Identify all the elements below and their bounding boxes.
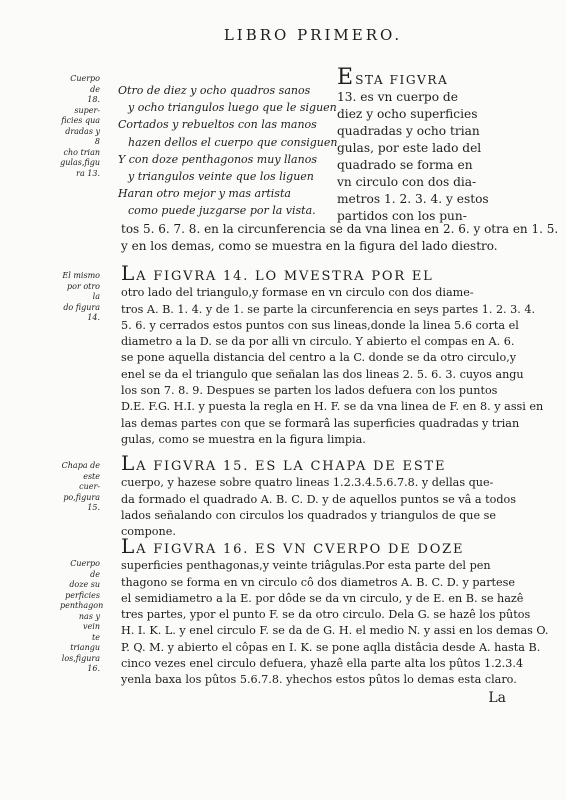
fig13-paragraph: ESTA FIGVRA 13. es vn cuerpo de diez y ocho superficies quadradas y ocho trian gulas, por este lado del quadrado se forma en vn circulo con dos dia- metros 1. 2. 3. 4. y estos partidos con los pun- [337,69,505,225]
verse-line: Haran otro mejor y mas artista [118,187,291,201]
fig16-paragraph: LA FIGVRA 16. ES VN CVERPO DE DOZE superficies penthagonas,y veinte triâgulas.Por esta parte del pen thagono se forma en vn circulo cô dos diametros A. B. C. D. y partese el semidiametro a la E. por dôde se da vn circulo, y de E. en B. se hazê tres partes, ypor el punto F. se da otro circulo. Dela G. se hazê los pûtos H. I. K. L. y enel circulo F. se da de G. H. el medio N. y assi en los demas O. P. Q. M. y abierto el côpas en I. K. se pone aqlla distâcia desde A. hasta B. cinco vezes enel circulo defuera, yhazê ella parte alta los pûtos 1.2.3.4 yenla baxa los pûtos 5.6.7.8. yhechos estos pûtos lo demas esta claro. [121,534,549,687]
margin-note-fig16: Cuerpo de doze su perficies penthagon nas y vein te triangu los,figura 16. [60,559,104,673]
drop-cap: L [121,261,137,285]
running-head: LIBRO PRIMERO. [223,26,403,44]
verse-line: y ocho triangulos luego que le siguen [128,101,337,115]
fig15-paragraph: LA FIGVRA 15. ES LA CHAPA DE ESTE cuerpo, y hazese sobre quatro lineas 1.2.3.4.5.6.7.8. y dellas que- da formado el quadrado A. B. C. D. y de aquellos puntos se vâ a todos lados señalando con circulos los quadrados y triangulos de que se compone. [121,451,516,539]
fig14-paragraph: LA FIGVRA 14. LO MVESTRA POR EL otro lado del triangulo,y formase en vn circulo con dos diame- tros A. B. 1. 4. y de 1. se parte la circunferencia en seys partes 1. 2. 3. 4. 5. 6. y cerrados estos puntos con sus lineas,donde la linea 5.6 corta el diametro a la D. se da por alli vn circulo. Y abierto el compas en A. 6. se pone aquella distancia del centro a la C. donde se da otro circulo,y enel se da el triangulo que señalan las dos lineas 2. 5. 6. 3. cuyos angu los son 7. 8. 9. Despues se parten los lados defuera con los puntos D.E. F.G. H.I. y puesta la regla en H. F. se da vna linea de F. en 8. y assi en las demas partes con que se formarâ las superficies quadradas y trian gulas, como se muestra en la figura limpia. [121,261,544,446]
drop-cap: L [121,451,137,475]
verse-line: y triangulos veinte que los liguen [128,170,314,184]
catchword: La [488,690,506,706]
verse-line: Otro de diez y ocho quadros sanos [118,84,311,97]
drop-cap: E [337,65,356,90]
fig13-heading: ESTA FIGVRA [337,65,449,90]
margin-note-fig14: El mismo por otro la do figura 14. [62,271,100,322]
verse-block [118,82,343,220]
verse-line: hazen dellos el cuerpo que consiguen [128,135,338,149]
fig14-heading: LA FIGVRA 14. LO MVESTRA POR EL [121,261,434,285]
verse-line: como puede juzgarse por la vista. [128,204,316,218]
margin-note-fig15: Chapa de este cuer- po,figura 15. [61,461,100,512]
verse-line: Y con doze penthagonos muy llanos [118,152,317,166]
fig16-heading: LA FIGVRA 16. ES VN CVERPO DE DOZE [121,534,465,558]
fig15-heading: LA FIGVRA 15. ES LA CHAPA DE ESTE [121,451,447,475]
drop-cap: L [121,534,137,558]
verse-line: Cortados y rebueltos con las manos [118,118,317,132]
margin-note-fig13: Cuerpo de 18. super- ficies qua dradas y 8 cho trian gulas,figu ra 13. [60,74,100,178]
fig13-continuation: tos 5. 6. 7. 8. en la circunferencia se da vna linea en 2. 6. y otra en 1. 5. y en los demas, como se muestra en la figura del lado diestro. [121,222,559,253]
